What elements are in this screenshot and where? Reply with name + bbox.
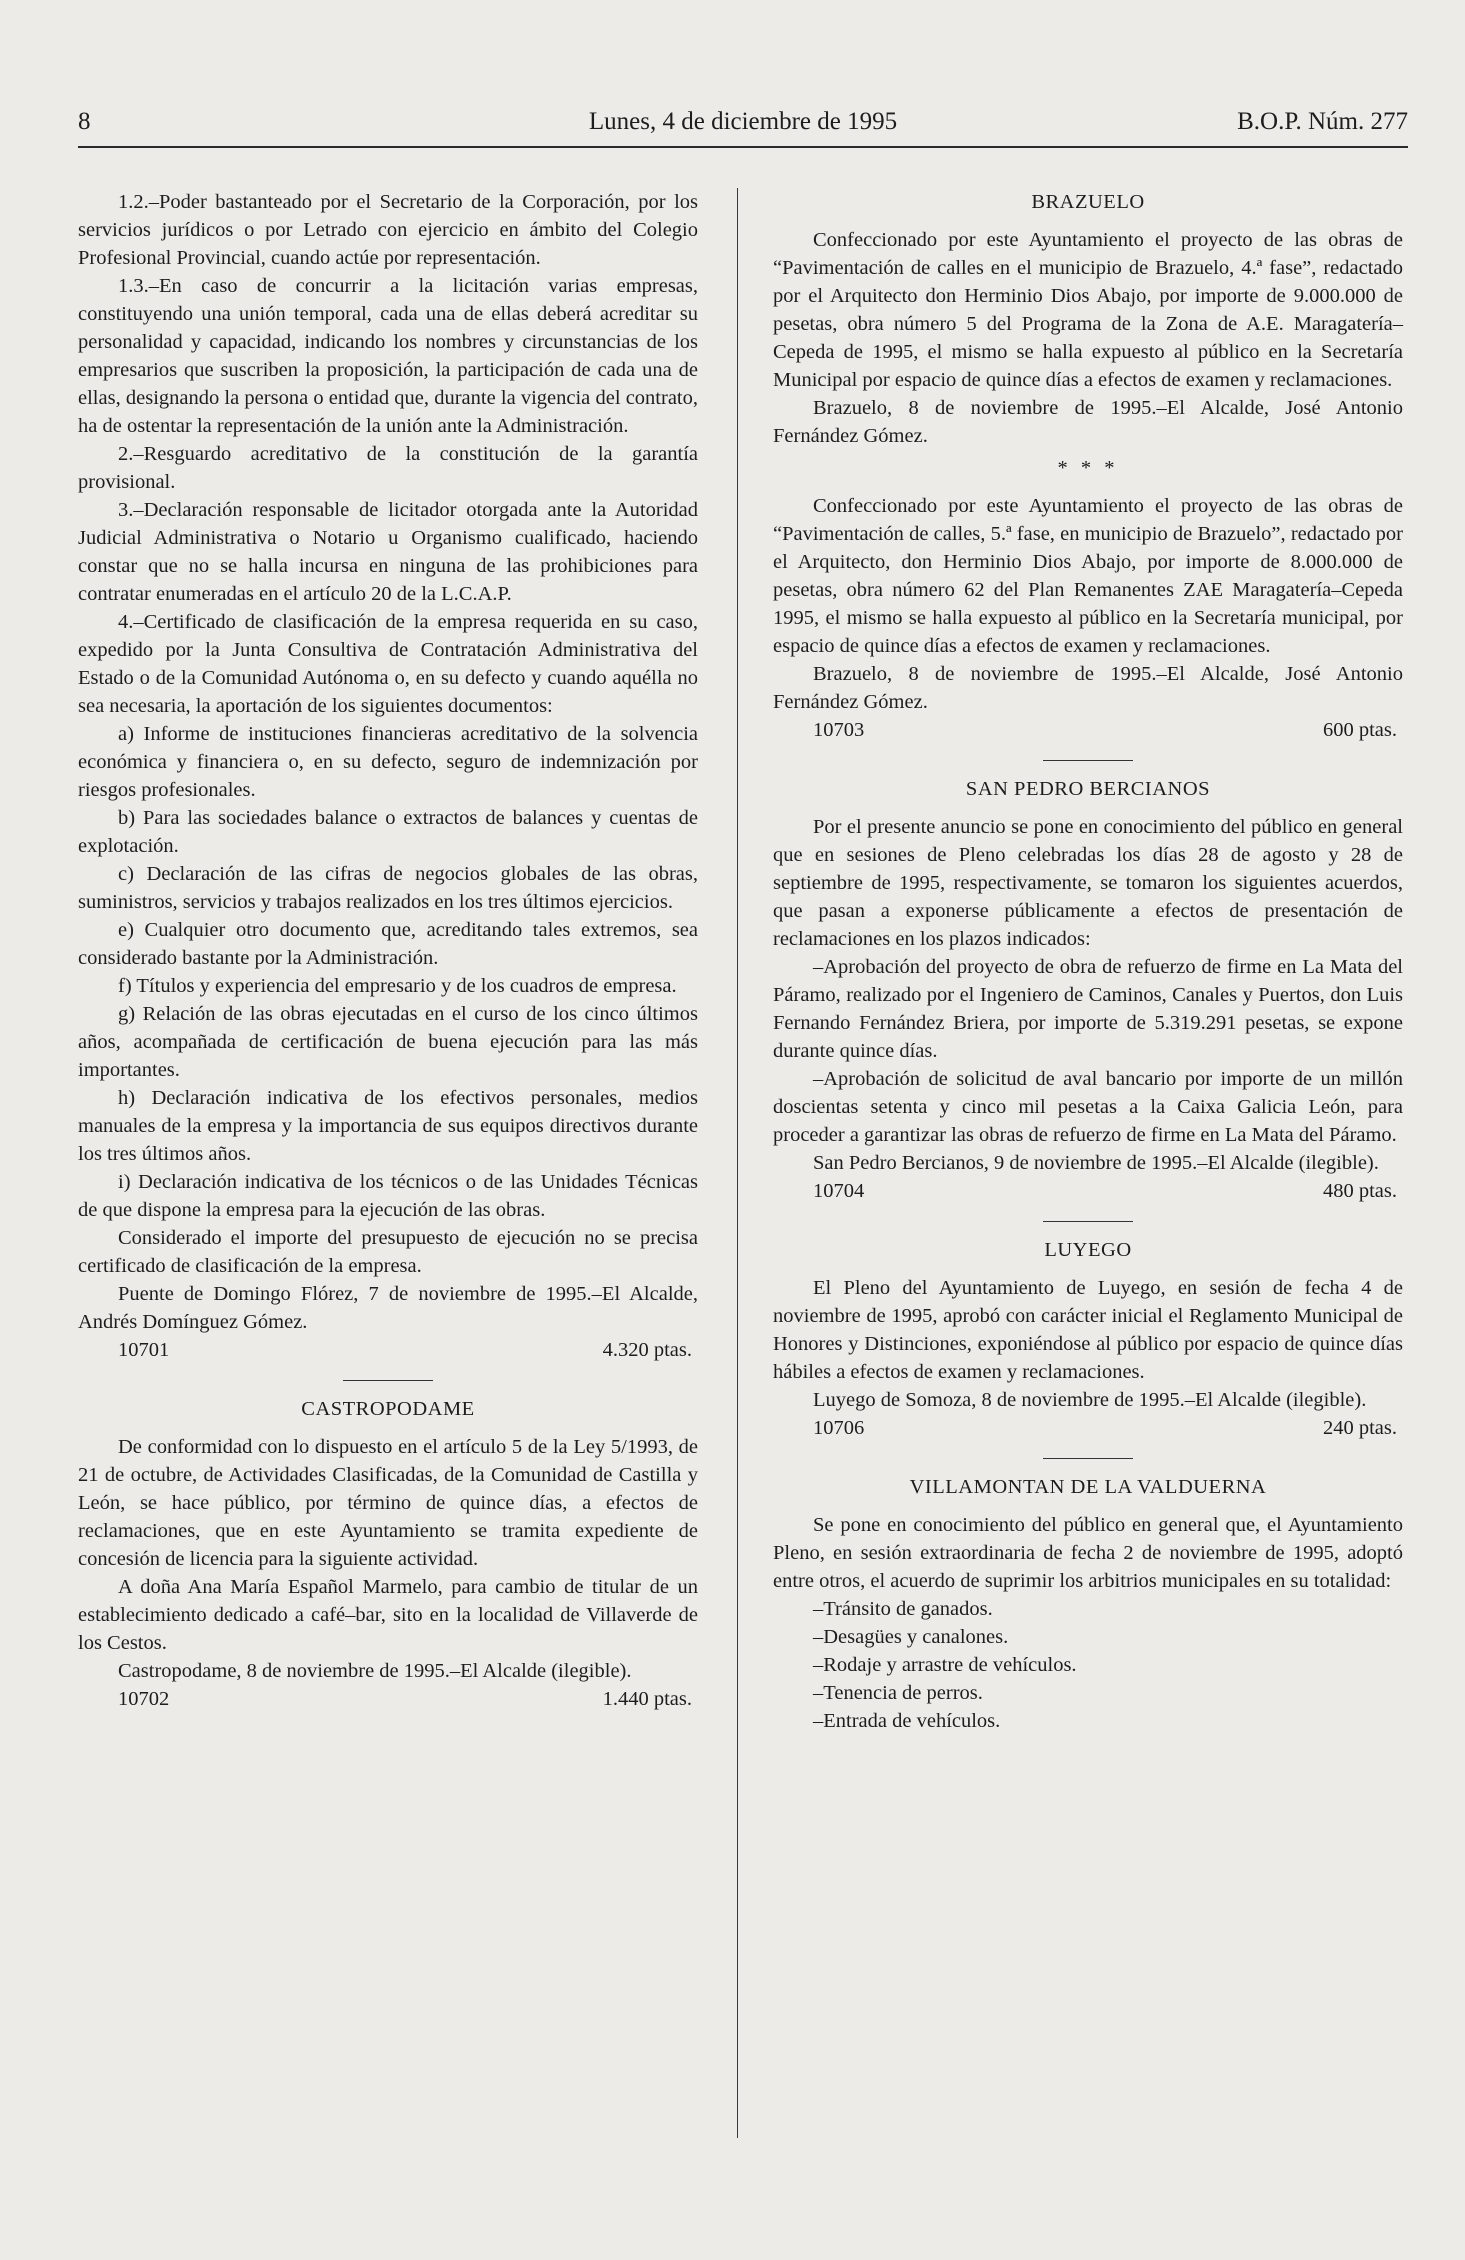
list-item: g) Relación de las obras ejecutadas en el curso de los cinco últimos años, acompañada de certificación de buena ejecución para las más importantes. [78,1003,698,1081]
left-column [78,188,698,1713]
list-item: e) Cualquier otro documento que, acreditando tales extremos, sea considerado bastante por la Administración. [78,919,698,969]
section-title: LUYEGO [1044,1239,1132,1261]
notice-amount [773,716,1403,744]
paragraph: –Aprobación de solicitud de aval bancario por importe de un millón doscientas setenta y cinco mil pesetas a la Caixa Galicia León, para proceder a garantizar las obras de refuerzo de firme en La Mata del Páramo. [773,1068,1403,1146]
paragraph: Por el presente anuncio se pone en conocimiento del público en general que en sesiones de Pleno celebradas los días 28 de agosto y 28 de septiembre de 1995, respectivamente, se tomaron los siguientes acuerdos, que pasan a exponerse públicamente a efectos de presentación de reclamaciones en los plazos indicados: [773,816,1403,950]
header-rule [78,146,1408,148]
section-rule [343,1380,433,1381]
list-item: h) Declaración indicativa de los efectivos personales, medios manuales de la empresa y la importancia de sus equipos directivos durante los tres últimos años. [78,1087,698,1165]
reference-number: 10701 [118,1339,170,1361]
notice-amount [773,1177,1403,1205]
paragraph: 1.3.–En caso de concurrir a la licitación varias empresas, constituyendo una unión temporal, cada una de ellas deberá acreditar su personalidad y capacidad, indicando los nombres y circunstancias de los empresarios que suscriben la proposición, la participación de cada una de ellas, designando la persona o entidad que, durante la vigencia del contrato, ha de ostentar la representación de la unión ante la Administración. [78,275,698,437]
separator-stars: * * * [1057,457,1119,479]
section-title: VILLAMONTAN DE LA VALDUERNA [909,1476,1267,1498]
price: 4.320 ptas. [602,1339,692,1361]
list-item: –Tránsito de ganados. [813,1598,993,1620]
notice-amount [773,1414,1403,1442]
section-title: BRAZUELO [1031,191,1145,213]
paragraph: 2.–Resguardo acreditativo de la constitución de la garantía provisional. [78,443,698,493]
list-item: a) Informe de instituciones financieras acreditativo de la solvencia económica y financiera o, en su defecto, seguro de indemnización por riesgos profesionales. [78,723,698,801]
paragraph: 3.–Declaración responsable de licitador otorgada ante la Autoridad Judicial Administrativa o Notario u Organismo cualificado, haciendo constar que no se halla incursa en ninguna de las prohibiciones para contratar enumeradas en el artículo 20 de la L.C.A.P. [78,499,698,605]
signature-line: Castropodame, 8 de noviembre de 1995.–El Alcalde (ilegible). [118,1660,632,1682]
paragraph: Confeccionado por este Ayuntamiento el proyecto de las obras de “Pavimentación de calles, 5.ª fase, en municipio de Brazuelo”, redactado por el Arquitecto, don Herminio Dios Abajo, por importe de 8.000.000 de pesetas, obra número 62 del Plan Remanentes ZAE Maragatería–Cepeda 1995, el mismo se halla expuesto al público en la Secretaría municipal, por espacio de quince días a efectos de examen y reclamaciones. [773,495,1403,657]
page-header [78,108,1408,148]
list-item: i) Declaración indicativa de los técnicos o de las Unidades Técnicas de que dispone la empresa para la ejecución de las obras. [78,1171,698,1221]
list-item: c) Declaración de las cifras de negocios globales de las obras, suministros, servicios y trabajos realizados en los tres últimos ejercicios. [78,863,698,913]
paragraph: 4.–Certificado de clasificación de la empresa requerida en su caso, expedido por la Junta Consultiva de Contratación Administrativa del Estado o de la Comunidad Autónoma o, en su defecto y cuando aquélla no sea necesaria, la aportación de los siguientes documentos: [78,611,698,717]
bulletin-number: B.O.P. Núm. 277 [1237,108,1408,135]
notice-amount [78,1685,698,1713]
paragraph: Se pone en conocimiento del público en general que, el Ayuntamiento Pleno, en sesión extraordinaria de fecha 2 de noviembre de 1995, adoptó entre otros, el acuerdo de suprimir los arbitrios municipales en su totalidad: [773,1514,1403,1592]
notice-amount [78,1336,698,1364]
signature-line: San Pedro Bercianos, 9 de noviembre de 1995.–El Alcalde (ilegible). [813,1152,1379,1174]
paragraph: –Aprobación del proyecto de obra de refuerzo de firme en La Mata del Páramo, realizado por el Ingeniero de Caminos, Canales y Puertos, don Luis Fernando Fernández Briera, por importe de 5.319.291 pesetas, se expone durante quince días. [773,956,1403,1062]
list-item: f) Títulos y experiencia del empresario y de los cuadros de empresa. [118,975,677,997]
signature-line: Brazuelo, 8 de noviembre de 1995.–El Alcalde, José Antonio Fernández Gómez. [773,663,1403,713]
section-title: SAN PEDRO BERCIANOS [965,778,1211,800]
reference-number: 10704 [813,1180,865,1202]
signature-line: Puente de Domingo Flórez, 7 de noviembre de 1995.–El Alcalde, Andrés Domínguez Gómez. [78,1283,698,1333]
right-column [773,188,1403,1735]
reference-number: 10702 [118,1688,170,1710]
section-title: CASTROPODAME [301,1398,475,1420]
issue-date: Lunes, 4 de diciembre de 1995 [588,108,898,135]
price: 600 ptas. [1322,719,1397,741]
price: 1.440 ptas. [602,1688,692,1710]
section-rule [1043,1458,1133,1459]
reference-number: 10706 [813,1417,865,1439]
page-number: 8 [78,108,91,135]
paragraph: Considerado el importe del presupuesto de ejecución no se precisa certificado de clasificación de la empresa. [78,1227,698,1277]
reference-number: 10703 [813,719,865,741]
signature-line: Brazuelo, 8 de noviembre de 1995.–El Alcalde, José Antonio Fernández Gómez. [773,397,1403,447]
paragraph: 1.2.–Poder bastanteado por el Secretario de la Corporación, por los servicios jurídicos o por Letrado con ejercicio en ámbito del Colegio Profesional Provincial, cuando actúe por representación. [78,191,698,269]
column-divider [737,188,738,2138]
list-item: –Entrada de vehículos. [813,1710,1001,1732]
list-item: b) Para las sociedades balance o extractos de balances y cuentas de explotación. [78,807,698,857]
paragraph: A doña Ana María Español Marmelo, para cambio de titular de un establecimiento dedicado a café–bar, sito en la localidad de Villaverde de los Cestos. [78,1576,698,1654]
list-item: –Desagües y canalones. [813,1626,1009,1648]
section-rule [1043,760,1133,761]
paragraph: El Pleno del Ayuntamiento de Luyego, en sesión de fecha 4 de noviembre de 1995, aprobó con carácter inicial el Reglamento Municipal de Honores y Distinciones, exponiéndose al público por espacio de quince días hábiles a efectos de examen y reclamaciones. [773,1277,1403,1383]
signature-line: Luyego de Somoza, 8 de noviembre de 1995.–El Alcalde (ilegible). [813,1389,1367,1411]
price: 240 ptas. [1322,1417,1397,1439]
paragraph: Confeccionado por este Ayuntamiento el proyecto de las obras de “Pavimentación de calles en el municipio de Brazuelo, 4.ª fase”, redactado por el Arquitecto don Herminio Dios Abajo, por importe de 9.000.000 de pesetas, obra número 5 del Programa de la Zona de A.E. Maragatería–Cepeda de 1995, el mismo se halla expuesto al público en la Secretaría Municipal por espacio de quince días a efectos de examen y reclamaciones. [773,229,1403,391]
list-item: –Rodaje y arrastre de vehículos. [813,1654,1077,1676]
price: 480 ptas. [1322,1180,1397,1202]
list-item: –Tenencia de perros. [813,1682,983,1704]
section-rule [1043,1221,1133,1222]
paragraph: De conformidad con lo dispuesto en el artículo 5 de la Ley 5/1993, de 21 de octubre, de Actividades Clasificadas, de la Comunidad de Castilla y León, se hace público, por término de quince días, a efectos de reclamaciones, que en este Ayuntamiento se tramita expediente de concesión de licencia para la siguiente actividad. [78,1436,698,1570]
